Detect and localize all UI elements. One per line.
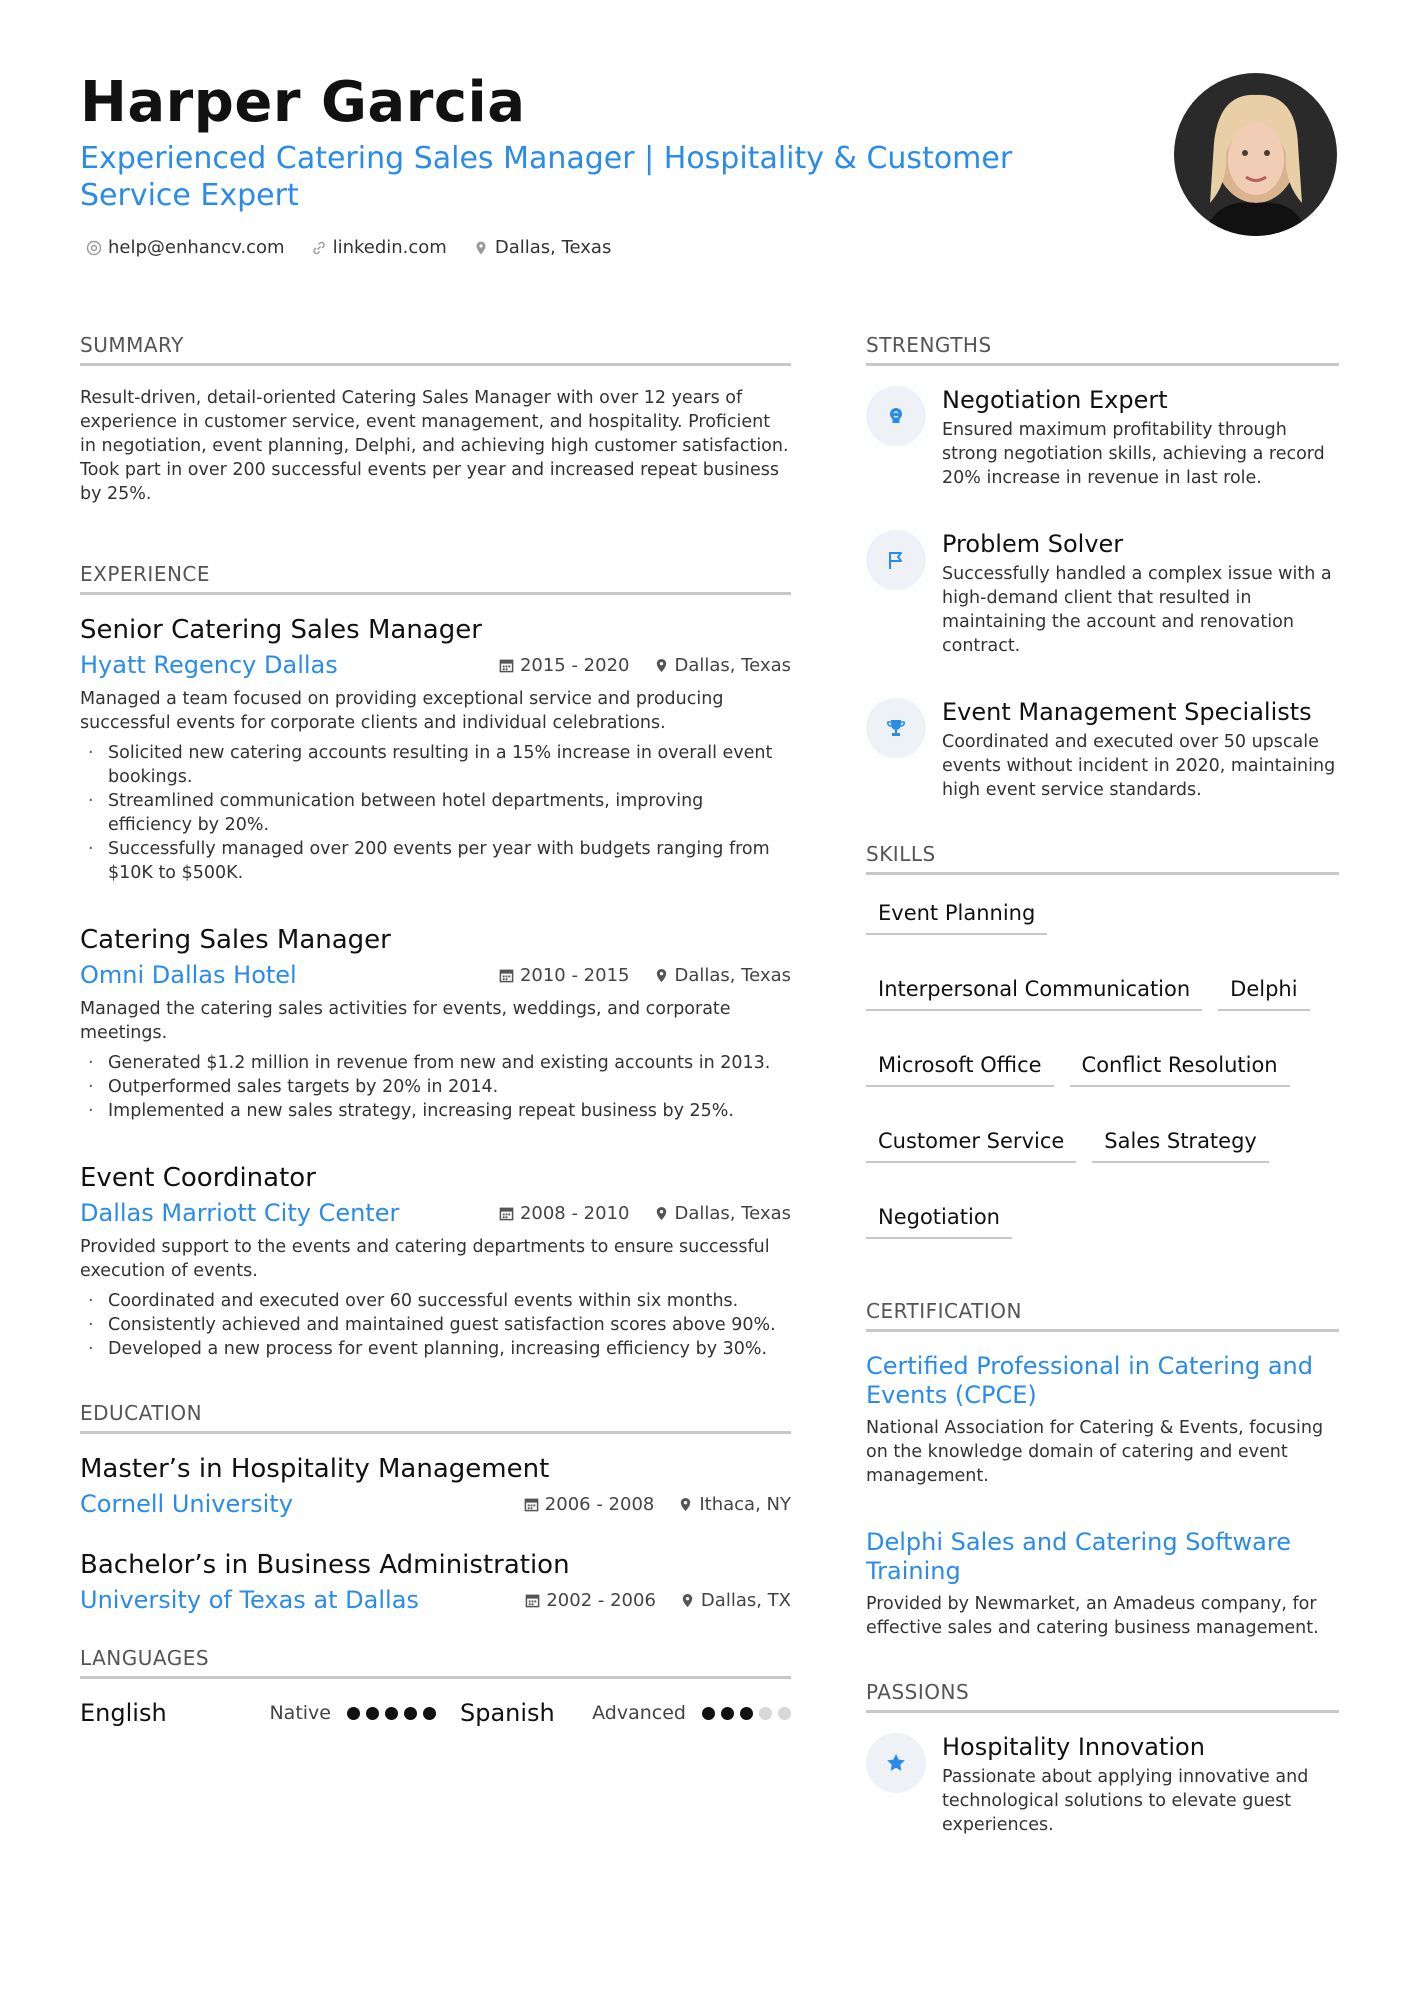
skill-tag: Interpersonal Communication [866, 971, 1202, 1011]
passions-section [866, 1680, 1339, 1837]
job-dates [499, 1203, 630, 1224]
contact-email[interactable] [86, 237, 285, 258]
candidate-name: Harper Garcia [80, 70, 526, 135]
job-entry [80, 925, 791, 1123]
candidate-headline: Experienced Catering Sales Manager | Hospitality & Customer Service Expert [80, 141, 1013, 213]
certification-text: National Association for Catering & Events, focusing on the knowledge domain of catering and event management. [866, 1418, 1324, 1486]
contact-linkedin-text: linkedin.com [332, 237, 447, 258]
rating-dot [778, 1707, 791, 1720]
star-icon [866, 1733, 926, 1793]
job-dates-text: 2008 - 2010 [519, 1202, 630, 1224]
skills-section [866, 842, 1339, 1239]
certification-item [866, 1352, 1339, 1488]
job-role: Senior Catering Sales Manager [80, 615, 482, 645]
education-dates-text: 2006 - 2008 [544, 1493, 655, 1515]
strength-item [866, 530, 1339, 658]
skill-tag: Delphi [1218, 971, 1309, 1011]
location-pin-icon [473, 240, 489, 256]
strengths-heading: STRENGTHS [866, 333, 1339, 366]
job-bullets [80, 1289, 791, 1361]
job-location-text: Dallas, Texas [674, 964, 791, 986]
education-entry [80, 1454, 791, 1518]
education-degree: Master’s in Hospitality Management [80, 1454, 550, 1484]
education-dates [524, 1494, 655, 1515]
contact-email-text: help@enhancv.com [108, 237, 285, 258]
certification-section [866, 1299, 1339, 1640]
rating-dot [702, 1707, 715, 1720]
skill-tag: Customer Service [866, 1123, 1076, 1163]
education-location-text: Ithaca, NY [699, 1493, 791, 1515]
link-icon [311, 240, 327, 256]
rating-dot [347, 1707, 360, 1720]
job-bullet: · Developed a new process for event planning, increasing efficiency by 30%. [80, 1337, 791, 1361]
job-bullet: · Generated $1.2 million in revenue from new and existing accounts in 2013. [80, 1051, 791, 1075]
strength-text: Successfully handled a complex issue with a high-demand client that resulted in maintaining the account and renovation contract. [942, 564, 1332, 656]
strength-title: Negotiation Expert [942, 386, 1168, 414]
skill-tag: Microsoft Office [866, 1047, 1054, 1087]
job-meta-row [80, 1199, 791, 1227]
summary-heading: SUMMARY [80, 333, 791, 366]
job-bullet: · Implemented a new sales strategy, increasing repeat business by 25%. [80, 1099, 791, 1123]
strength-item [866, 386, 1339, 490]
job-bullet: · Successfully managed over 200 events per year with budgets ranging from $10K to $500K. [80, 837, 791, 885]
location-pin-icon [680, 1593, 695, 1608]
job-company[interactable]: Hyatt Regency Dallas [80, 651, 338, 679]
job-dates [499, 655, 630, 676]
certification-title[interactable]: Certified Professional in Catering and Events (CPCE) [866, 1352, 1313, 1409]
education-location [678, 1494, 791, 1515]
contact-location [473, 237, 612, 258]
languages-section [80, 1646, 791, 1727]
passion-title: Hospitality Innovation [942, 1733, 1205, 1761]
language-name: Spanish [460, 1699, 555, 1727]
contact-linkedin[interactable] [311, 237, 447, 258]
job-location [654, 655, 792, 676]
calendar-icon [499, 968, 514, 983]
education-dates-text: 2002 - 2006 [546, 1589, 656, 1611]
education-meta-row [80, 1586, 791, 1614]
calendar-icon [524, 1497, 539, 1512]
job-bullets [80, 1051, 791, 1123]
rating-dot [385, 1707, 398, 1720]
at-icon [86, 240, 102, 256]
strength-title: Event Management Specialists [942, 698, 1312, 726]
education-entry [80, 1550, 791, 1614]
education-meta-row [80, 1490, 791, 1518]
left-column [80, 333, 791, 1727]
rating-dot [740, 1707, 753, 1720]
strength-text: Coordinated and executed over 50 upscale events without incident in 2020, maintaining high event service standards. [942, 732, 1336, 800]
language-rating [702, 1707, 791, 1720]
job-dates-text: 2010 - 2015 [519, 964, 630, 986]
certification-title[interactable]: Delphi Sales and Catering Software Training [866, 1528, 1291, 1585]
job-bullet: · Streamlined communication between hotel departments, improving efficiency by 20%. [80, 789, 791, 837]
job-description: Provided support to the events and catering departments to ensure successful execution of events. [80, 1237, 770, 1281]
languages-row [80, 1699, 791, 1727]
rating-dot [404, 1707, 417, 1720]
certification-item [866, 1528, 1339, 1640]
job-location-text: Dallas, Texas [674, 1202, 791, 1224]
job-entry [80, 1163, 791, 1361]
rating-dot [759, 1707, 772, 1720]
trophy-icon [866, 698, 926, 758]
job-dates-text: 2015 - 2020 [519, 654, 630, 676]
certification-text: Provided by Newmarket, an Amadeus company, for effective sales and catering business management. [866, 1594, 1319, 1638]
language-level: Native [269, 1702, 331, 1724]
education-degree: Bachelor’s in Business Administration [80, 1550, 570, 1580]
rating-dot [721, 1707, 734, 1720]
job-location [654, 1203, 792, 1224]
job-role: Catering Sales Manager [80, 925, 391, 955]
rating-dot [366, 1707, 379, 1720]
skill-tag: Event Planning [866, 895, 1047, 935]
job-bullet: · Solicited new catering accounts resulting in a 15% increase in overall event bookings. [80, 741, 791, 789]
flag-icon [866, 530, 926, 590]
job-meta-row [80, 961, 791, 989]
education-school[interactable]: University of Texas at Dallas [80, 1586, 419, 1614]
experience-section [80, 562, 791, 1361]
passion-text: Passionate about applying innovative and technological solutions to elevate guest experiences. [942, 1767, 1309, 1835]
calendar-icon [499, 658, 514, 673]
passion-item [866, 1733, 1339, 1837]
education-location [680, 1590, 791, 1611]
job-bullet: · Consistently achieved and maintained guest satisfaction scores above 90%. [80, 1313, 791, 1337]
education-location-text: Dallas, TX [700, 1589, 791, 1611]
language-entry [436, 1699, 791, 1727]
skills-heading: SKILLS [866, 842, 1339, 875]
job-company[interactable]: Dallas Marriott City Center [80, 1199, 400, 1227]
languages-heading: LANGUAGES [80, 1646, 791, 1679]
job-bullet: · Coordinated and executed over 60 successful events within six months. [80, 1289, 791, 1313]
language-rating [347, 1707, 436, 1720]
skill-tag: Negotiation [866, 1199, 1012, 1239]
contact-location-text: Dallas, Texas [494, 237, 612, 258]
summary-section [80, 333, 791, 506]
education-school[interactable]: Cornell University [80, 1490, 293, 1518]
job-role: Event Coordinator [80, 1163, 316, 1193]
location-pin-icon [654, 658, 669, 673]
location-pin-icon [654, 1206, 669, 1221]
summary-text: Result-driven, detail-oriented Catering Sales Manager with over 12 years of experience in customer service, event management, and hospitality. Proficient in negotiation, event planning, Delphi, and achieving high customer satisfaction. Took part in over 200 successful events per year and increased repeat business by 25%. [80, 388, 789, 504]
passions-heading: PASSIONS [866, 1680, 1339, 1713]
job-meta-row [80, 651, 791, 679]
brain-icon [866, 386, 926, 446]
job-location-text: Dallas, Texas [674, 654, 791, 676]
job-bullets [80, 741, 791, 885]
job-dates [499, 965, 630, 986]
job-bullet: · Outperformed sales targets by 20% in 2014. [80, 1075, 791, 1099]
job-entry [80, 615, 791, 885]
job-company[interactable]: Omni Dallas Hotel [80, 961, 297, 989]
calendar-icon [499, 1206, 514, 1221]
skill-tag: Sales Strategy [1092, 1123, 1269, 1163]
rating-dot [423, 1707, 436, 1720]
education-section [80, 1401, 791, 1614]
contact-bar [86, 237, 611, 258]
skills-list [866, 895, 1339, 1239]
strength-item [866, 698, 1339, 802]
right-column [866, 333, 1339, 1877]
location-pin-icon [678, 1497, 693, 1512]
experience-heading: EXPERIENCE [80, 562, 791, 595]
certification-heading: CERTIFICATION [866, 1299, 1339, 1332]
skill-tag: Conflict Resolution [1070, 1047, 1290, 1087]
location-pin-icon [654, 968, 669, 983]
language-level: Advanced [592, 1702, 686, 1724]
education-dates [525, 1590, 656, 1611]
strength-title: Problem Solver [942, 530, 1124, 558]
strengths-section [866, 333, 1339, 802]
calendar-icon [525, 1593, 540, 1608]
education-heading: EDUCATION [80, 1401, 791, 1434]
language-entry [80, 1699, 436, 1727]
strength-text: Ensured maximum profitability through strong negotiation skills, achieving a record 20% increase in revenue in last role. [942, 420, 1325, 488]
profile-photo [1174, 73, 1337, 236]
language-name: English [80, 1699, 167, 1727]
job-description: Managed the catering sales activities for events, weddings, and corporate meetings. [80, 999, 731, 1043]
job-location [654, 965, 792, 986]
job-description: Managed a team focused on providing exceptional service and producing successful events for corporate clients and individual celebrations. [80, 689, 724, 733]
